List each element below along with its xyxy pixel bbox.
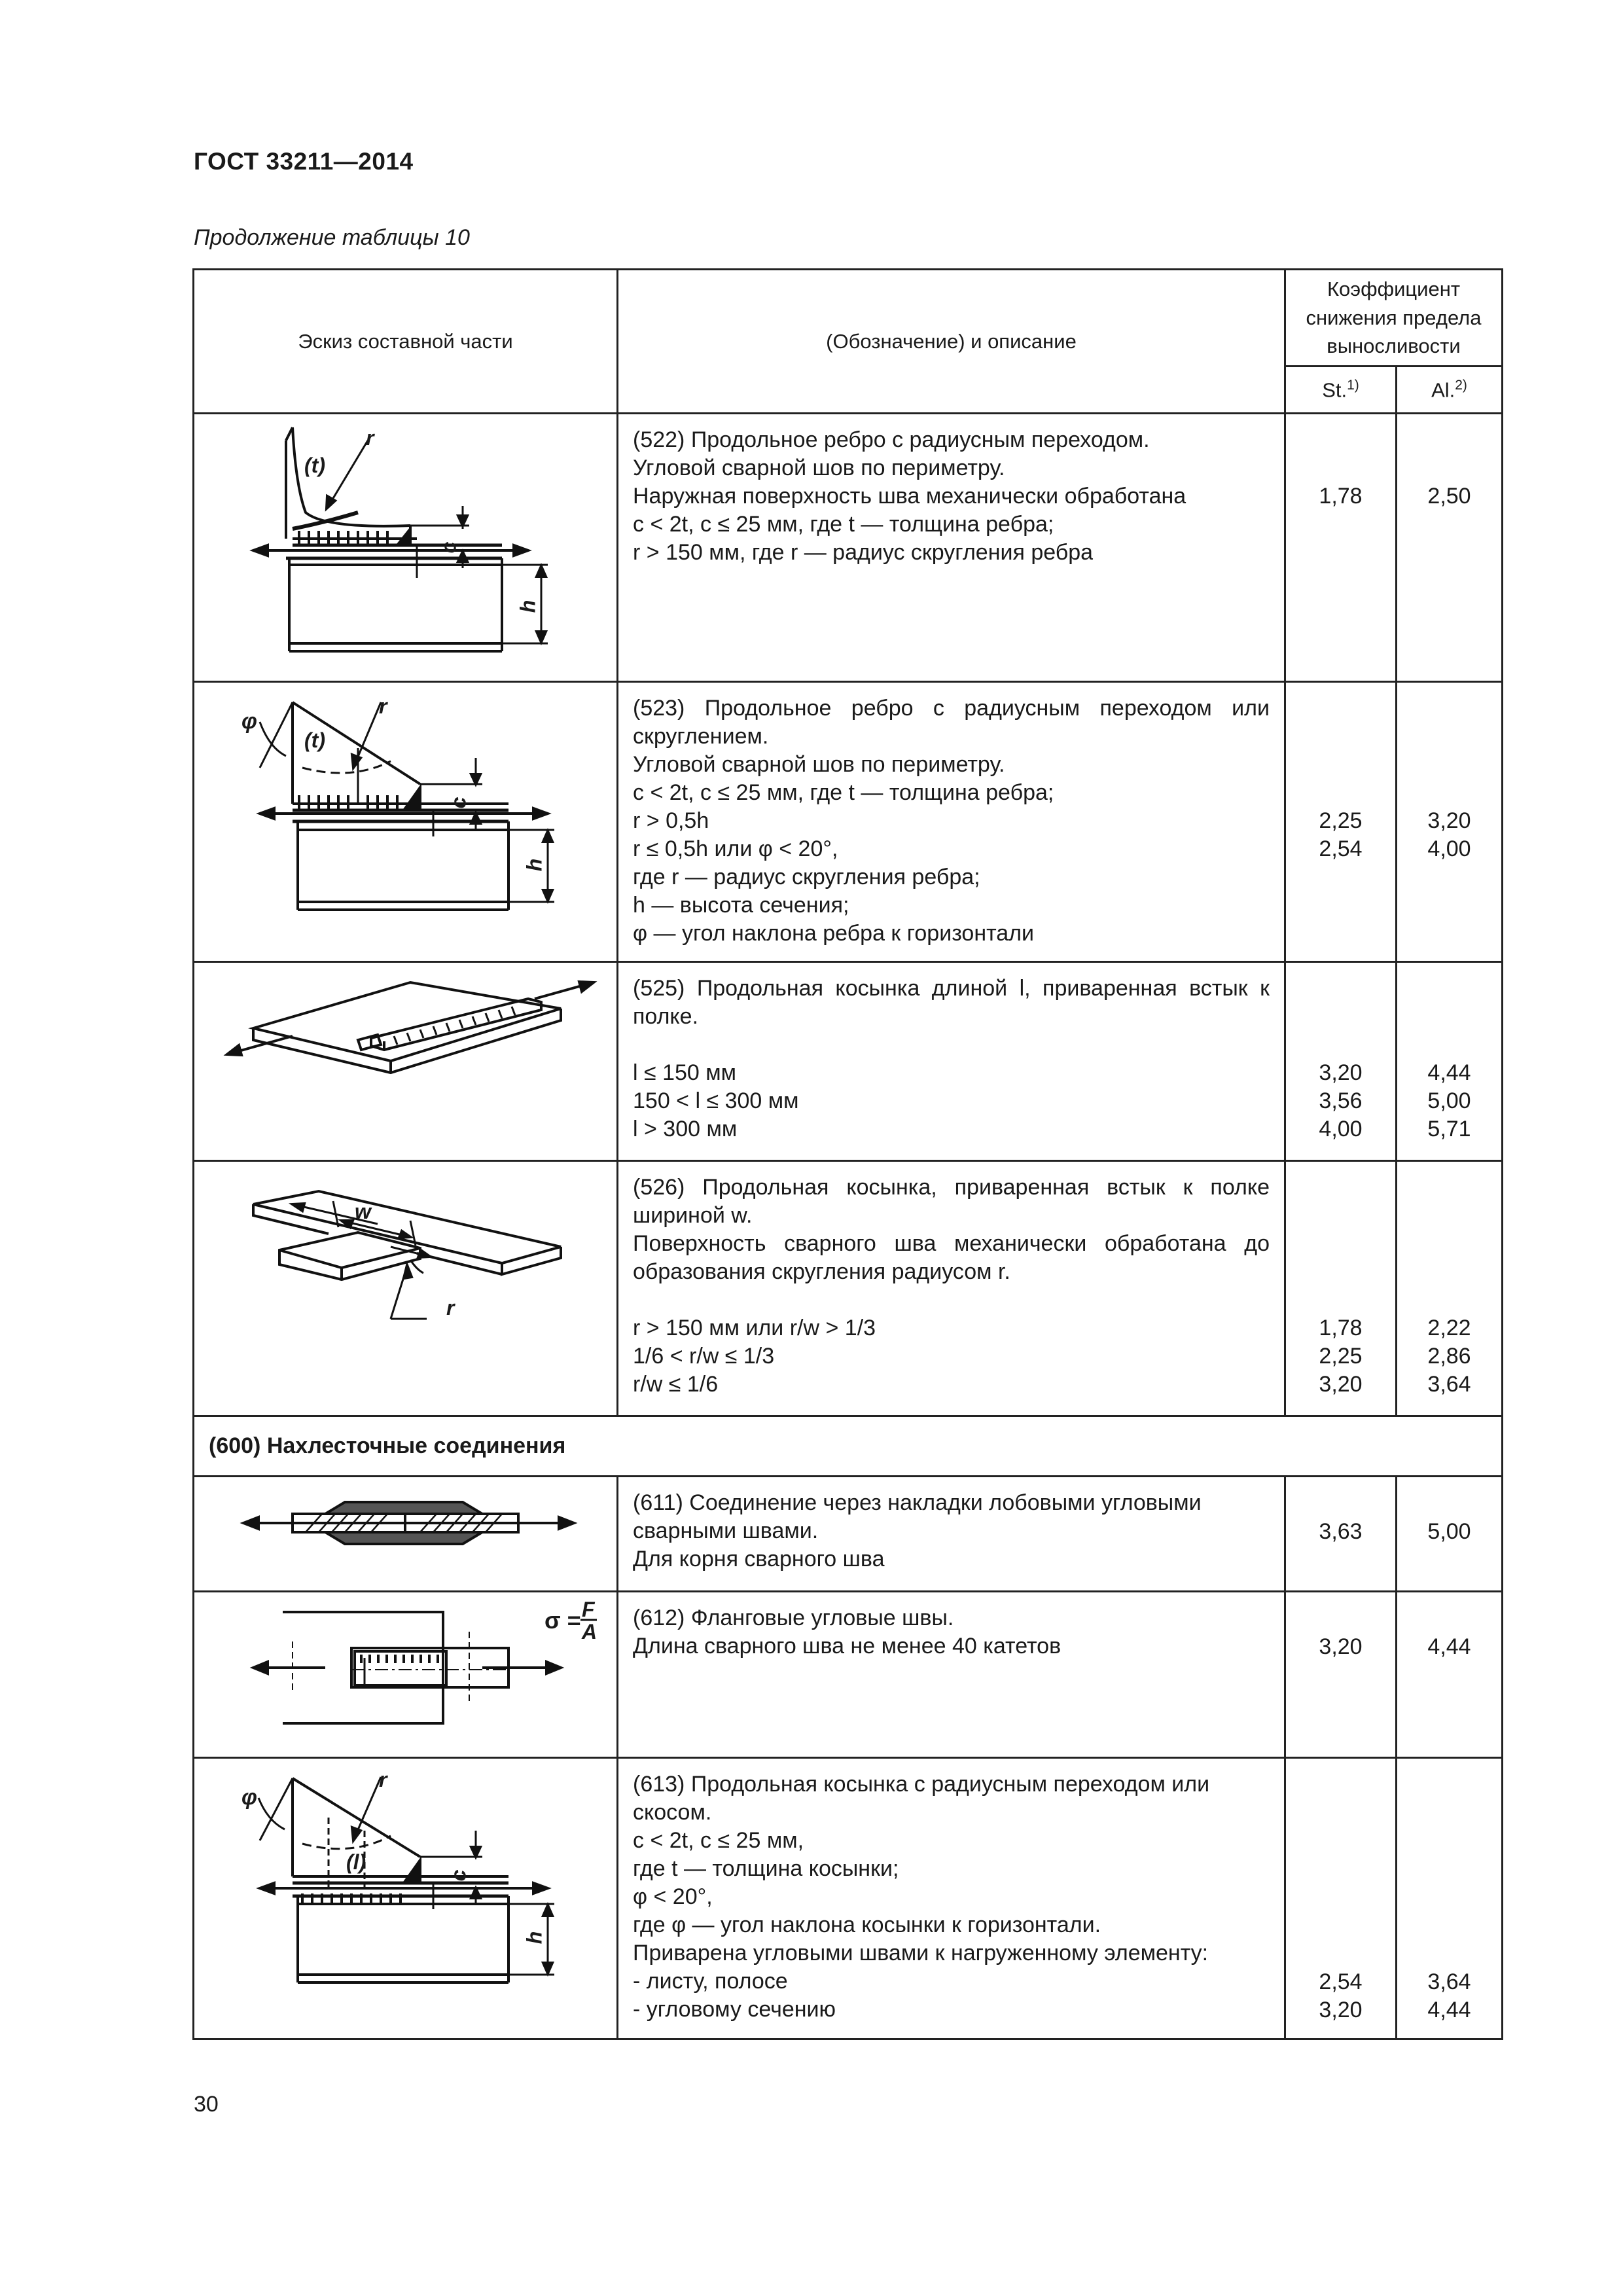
table-row [194, 414, 1503, 682]
label-r: r [379, 1768, 387, 1791]
sketch-613-drawing [194, 1759, 618, 2037]
coef-al-611: 5,00 [1397, 1477, 1503, 1592]
label-c: c [446, 1869, 471, 1882]
sketch-613 [194, 1758, 618, 2039]
formula-F: F [582, 1598, 595, 1621]
coef-st-522: 1,78 [1285, 414, 1397, 682]
formula-A: A [582, 1620, 597, 1643]
label-l: (l) [346, 1850, 366, 1874]
coef-st-525: 3,20 3,56 4,00 [1285, 962, 1397, 1161]
description-613: (613) Продольная косынка с радиусным переходом или скосом. c < 2t, c ≤ 25 мм, где t — толщина косынки; φ < 20°, где φ — угол наклона косынки к горизонтали. Приварена угловыми швами к нагруженному элементу: - листу, полосе - угловому сечению [618, 1758, 1285, 2039]
sketch-523-drawing [194, 683, 618, 961]
label-h: h [516, 600, 540, 613]
coef-al-613: 3,64 4,44 [1397, 1758, 1503, 2039]
label-phi: φ [241, 1785, 257, 1810]
description-526: (526) Продольная косынка, приваренная встык к полке шириной w. Поверхность сварного шва механически обработана до образования скругления радиусом r. r > 150 мм или r/w > 1/3 1/6 < r/w ≤ 1/3 r/w ≤ 1/6 [618, 1161, 1285, 1416]
sketch-612 [194, 1592, 618, 1758]
label-c: c [446, 797, 471, 809]
coef-st-523: 2,25 2,54 [1285, 682, 1397, 962]
label-r: r [446, 1296, 455, 1319]
label-c: c [437, 541, 461, 554]
coef-st-611: 3,63 [1285, 1477, 1397, 1592]
coef-st-613: 2,54 3,20 [1285, 1758, 1397, 2039]
table-caption: Продолжение таблицы 10 [194, 225, 470, 250]
label-t: (t) [304, 728, 325, 752]
table-row [194, 962, 1503, 1161]
coef-al-523: 3,20 4,00 [1397, 682, 1503, 962]
coef-al-526: 2,22 2,86 3,64 [1397, 1161, 1503, 1416]
coef-al-612: 4,44 [1397, 1592, 1503, 1758]
coef-al-522: 2,50 [1397, 414, 1503, 682]
table-row [194, 682, 1503, 962]
sketch-525 [194, 962, 618, 1161]
description-525: (525) Продольная косынка длиной l, приваренная встык к полке. l ≤ 150 мм 150 < l ≤ 300 мм l > 300 мм [618, 962, 1285, 1161]
coef-st-612: 3,20 [1285, 1592, 1397, 1758]
label-h: h [522, 858, 546, 872]
fatigue-table [192, 268, 1503, 2040]
section-title: (600) Нахлесточные соединения [194, 1416, 1503, 1477]
document-code: ГОСТ 33211—2014 [194, 148, 414, 175]
header-sketch: Эскиз составной части [194, 270, 618, 414]
sketch-526 [194, 1161, 618, 1416]
sketch-611 [194, 1477, 618, 1592]
table-row [194, 1592, 1503, 1758]
table-row [194, 1161, 1503, 1416]
description-612: (612) Фланговые угловые швы. Длина сварного шва не менее 40 катетов [618, 1592, 1285, 1758]
header-steel: St.$^{1)}$ [1285, 367, 1397, 414]
table-row [194, 1758, 1503, 2039]
description-611: (611) Соединение через накладки лобовыми угловыми сварными швами. Для корня сварного шва [618, 1477, 1285, 1592]
description-523: (523) Продольное ребро с радиусным переходом или скруглением. Угловой сварной шов по периметру. c < 2t, c ≤ 25 мм, где t — толщина ребра; r > 0,5h r ≤ 0,5h или φ < 20°, где r — радиус скругления ребра; h — высота сечения; φ — угол наклона ребра к горизонтали [618, 682, 1285, 962]
coef-al-525: 4,44 5,00 5,71 [1397, 962, 1503, 1161]
sketch-522 [194, 414, 618, 682]
label-t: (t) [304, 454, 325, 477]
label-r: r [379, 694, 387, 718]
sketch-523 [194, 682, 618, 962]
label-w: w [355, 1200, 371, 1223]
table-row [194, 1477, 1503, 1592]
table-row [194, 1416, 1503, 1477]
description-522: (522) Продольное ребро с радиусным переходом. Угловой сварной шов по периметру. Наружная поверхность шва механически обработана c < 2t, c ≤ 25 мм, где t — толщина ребра; r > 150 мм, где r — радиус скругления ребра [618, 414, 1285, 682]
label-r: r [366, 426, 374, 450]
formula-sigma: σ = [544, 1607, 581, 1634]
coef-st-526: 1,78 2,25 3,20 [1285, 1161, 1397, 1416]
sketch-526-drawing [194, 1162, 618, 1414]
sketch-522-drawing [194, 414, 618, 679]
header-aluminium: Al.$^{2)}$ [1397, 367, 1503, 414]
label-phi: φ [241, 709, 257, 734]
sketch-525-drawing [194, 963, 618, 1159]
header-coefficient: Коэффициент снижения предела выносливости [1285, 270, 1503, 367]
header-description: (Обозначение) и описание [618, 270, 1285, 414]
page-number: 30 [194, 2092, 219, 2117]
label-h: h [522, 1931, 546, 1945]
sketch-611-drawing [194, 1477, 618, 1590]
